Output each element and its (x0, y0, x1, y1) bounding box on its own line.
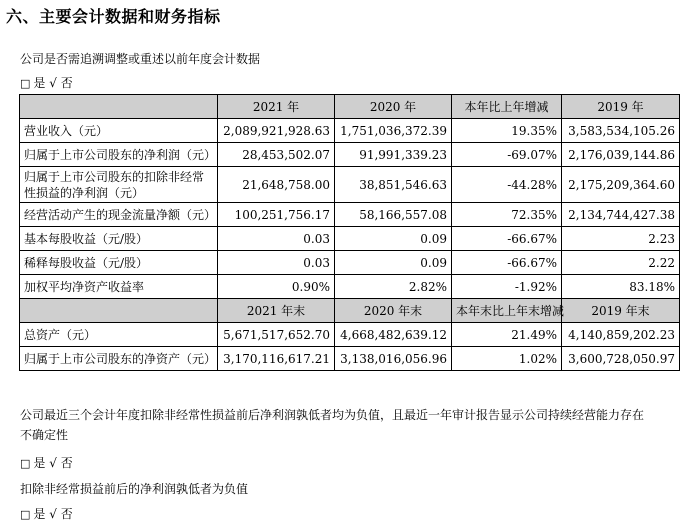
table-row (20, 275, 680, 299)
table-row (20, 203, 680, 227)
column-header: 2020 年末 (335, 299, 452, 323)
checkbox-icon: □ (20, 77, 31, 90)
negative-profit-question: 扣除非经常损益前后的净利润孰低者为负值 (20, 482, 249, 496)
value-cell: 2.82% (335, 275, 452, 299)
option-yes: 是 (33, 507, 46, 521)
column-header: 2021 年末 (218, 299, 335, 323)
option-no: 否 (60, 507, 73, 521)
value-cell: 4,140,859,202.23 (562, 323, 680, 347)
row-label: 稀释每股收益（元/股） (20, 251, 218, 275)
table-row (20, 167, 680, 203)
column-header: 本年比上年增减 (452, 95, 562, 119)
value-cell: 19.35% (452, 119, 562, 143)
table-row (20, 143, 680, 167)
value-cell: -44.28% (452, 167, 562, 203)
value-cell: 91,991,339.23 (335, 143, 452, 167)
value-cell: 2,176,039,144.86 (562, 143, 680, 167)
table-row (20, 119, 680, 143)
value-cell: 3,600,728,050.97 (562, 347, 680, 371)
value-cell: 0.09 (335, 227, 452, 251)
check-mark-icon: √ (49, 456, 57, 470)
header-blank-cell (20, 95, 218, 119)
value-cell: 2,089,921,928.63 (218, 119, 335, 143)
checkbox-icon: □ (20, 508, 31, 521)
value-cell: 1.02% (452, 347, 562, 371)
value-cell: 0.03 (218, 251, 335, 275)
header-row-annual (20, 95, 680, 119)
row-label: 基本每股收益（元/股） (20, 227, 218, 251)
option-yes: 是 (33, 76, 46, 90)
value-cell: 21.49% (452, 323, 562, 347)
going-concern-options (20, 454, 73, 471)
row-label: 归属于上市公司股东的净资产（元） (20, 347, 218, 371)
row-label: 总资产（元） (20, 323, 218, 347)
option-no: 否 (60, 456, 73, 470)
row-label: 营业收入（元） (20, 119, 218, 143)
option-no: 否 (60, 76, 73, 90)
negative-profit-options (20, 505, 73, 522)
value-cell: 21,648,758.00 (218, 167, 335, 203)
column-header: 2019 年 (562, 95, 680, 119)
value-cell: 58,166,557.08 (335, 203, 452, 227)
financial-indicators-table (19, 94, 680, 371)
row-label: 经营活动产生的现金流量净额（元） (20, 203, 218, 227)
value-cell: 0.03 (218, 227, 335, 251)
column-header: 2019 年末 (562, 299, 680, 323)
value-cell: 2,134,744,427.38 (562, 203, 680, 227)
check-mark-icon: √ (49, 76, 57, 90)
value-cell: 72.35% (452, 203, 562, 227)
restatement-question: 公司是否需追溯调整或重述以前年度会计数据 (20, 52, 261, 66)
value-cell: 5,671,517,652.70 (218, 323, 335, 347)
value-cell: 0.09 (335, 251, 452, 275)
column-header: 本年末比上年末增减 (452, 299, 562, 323)
value-cell: 3,138,016,056.96 (335, 347, 452, 371)
value-cell: 3,583,534,105.26 (562, 119, 680, 143)
value-cell: -66.67% (452, 251, 562, 275)
section-heading: 六、主要会计数据和财务指标 (6, 7, 221, 26)
header-blank-cell (20, 299, 218, 323)
value-cell: 2.23 (562, 227, 680, 251)
value-cell: 83.18% (562, 275, 680, 299)
option-yes: 是 (33, 456, 46, 470)
value-cell: -66.67% (452, 227, 562, 251)
value-cell: 100,251,756.17 (218, 203, 335, 227)
row-label: 归属于上市公司股东的扣除非经常性损益的净利润（元） (20, 167, 218, 203)
header-row-year-end (20, 299, 680, 323)
value-cell: 2.22 (562, 251, 680, 275)
value-cell: 38,851,546.63 (335, 167, 452, 203)
value-cell: 2,175,209,364.60 (562, 167, 680, 203)
check-mark-icon: √ (49, 507, 57, 521)
value-cell: 3,170,116,617.21 (218, 347, 335, 371)
table-row (20, 323, 680, 347)
going-concern-note: 公司最近三个会计年度扣除非经常性损益前后净利润孰低者均为负值，且最近一年审计报告显示公司持续经营能力存在不确定性 (20, 408, 645, 442)
value-cell: 0.90% (218, 275, 335, 299)
value-cell: 1,751,036,372.39 (335, 119, 452, 143)
column-header: 2021 年 (218, 95, 335, 119)
table-row (20, 227, 680, 251)
value-cell: 28,453,502.07 (218, 143, 335, 167)
row-label: 加权平均净资产收益率 (20, 275, 218, 299)
column-header: 2020 年 (335, 95, 452, 119)
value-cell: -1.92% (452, 275, 562, 299)
value-cell: 4,668,482,639.12 (335, 323, 452, 347)
table-row (20, 347, 680, 371)
restatement-options (20, 74, 73, 91)
checkbox-icon: □ (20, 457, 31, 470)
row-label: 归属于上市公司股东的净利润（元） (20, 143, 218, 167)
value-cell: -69.07% (452, 143, 562, 167)
table-row (20, 251, 680, 275)
